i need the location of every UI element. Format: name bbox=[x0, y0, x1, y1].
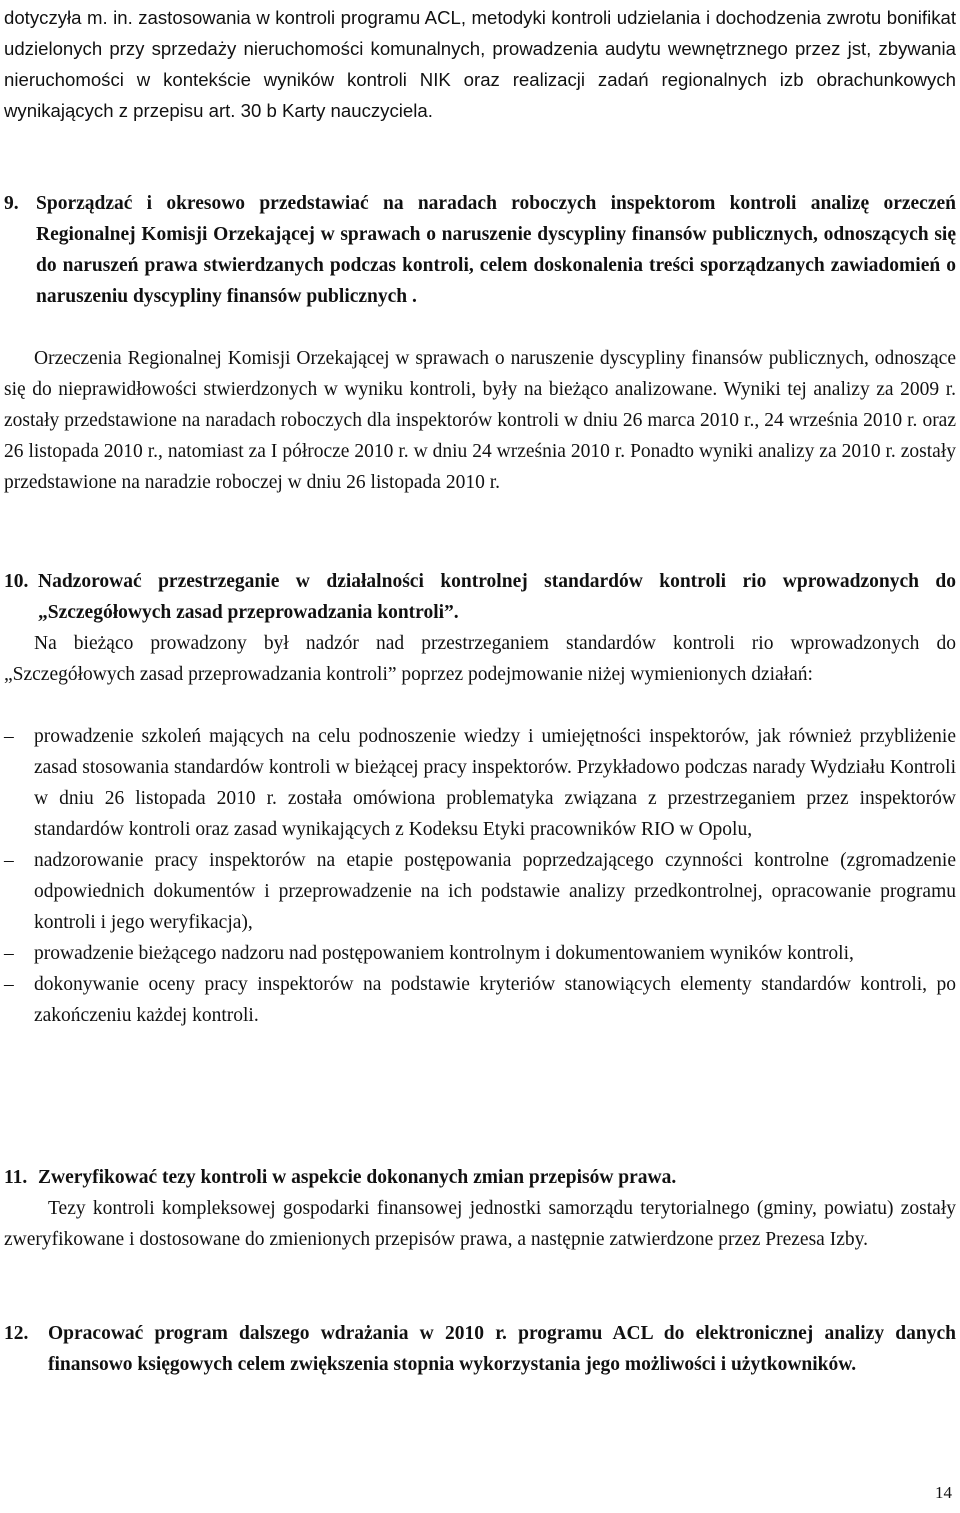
list-item bbox=[4, 938, 956, 969]
dash-marker: – bbox=[4, 726, 14, 747]
item-10-heading-text: Nadzorować przestrzeganie w działalności kontrolnej standardów kontroli rio wprowadzonych do „Szczegółowych zasad przeprowadzania kontroli”. bbox=[38, 571, 956, 623]
list-item-text: nadzorowanie pracy inspektorów na etapie postępowania poprzedzającego czynności kontrolne (zgromadzenie odpowiednich dokumentów i przeprowadzenie na ich podstawie analizy przedkontrolnej, opracowanie programu kontroli i jego weryfikacja), bbox=[34, 850, 956, 933]
list-item bbox=[4, 969, 956, 1031]
item-11-heading-text: Zweryfikować tezy kontroli w aspekcie dokonanych zmian przepisów prawa. bbox=[38, 1167, 677, 1188]
dash-marker: – bbox=[4, 974, 14, 995]
item-11-body: Tezy kontroli kompleksowej gospodarki finansowej jednostki samorządu terytorialnego (gminy, powiatu) zostały zweryfikowane i dostosowane do zmienionych przepisów prawa, a następnie zatwierdzone przez Prezesa Izby. bbox=[4, 1198, 956, 1250]
item-10-bullet-list bbox=[4, 721, 956, 1031]
intro-paragraph: dotyczyła m. in. zastosowania w kontroli programu ACL, metodyki kontroli udzielania i dochodzenia zwrotu bonifikat udzielonych przy sprzedaży nieruchomości komunalnych, prowadzenia audytu wewnętrznego przez jst, zbywania nieruchomości w kontekście wyników kontroli NIK oraz realizacji zadań regionalnych izb obrachunkowych wynikających z przepisu art. 30 b Karty nauczyciela. bbox=[4, 7, 956, 121]
page-number: 14 bbox=[935, 1483, 952, 1502]
list-item bbox=[4, 721, 956, 845]
item-12-heading bbox=[4, 1318, 956, 1380]
item-12-number: 12. bbox=[4, 1323, 29, 1344]
item-10-number: 10. bbox=[4, 571, 29, 592]
list-item-text: prowadzenie bieżącego nadzoru nad postępowaniem kontrolnym i dokumentowaniem wyników kontroli, bbox=[34, 943, 854, 964]
item-10-body: Na bieżąco prowadzony był nadzór nad przestrzeganiem standardów kontroli rio wprowadzonych do „Szczegółowych zasad przeprowadzania kontroli” poprzez podejmowanie niżej wymienionych działań: bbox=[4, 633, 956, 685]
item-11-number: 11. bbox=[4, 1167, 28, 1188]
item-10-heading bbox=[4, 566, 956, 628]
item-9-number: 9. bbox=[4, 193, 19, 214]
item-9-body: Orzeczenia Regionalnej Komisji Orzekającej w sprawach o naruszenie dyscypliny finansów publicznych, odnoszące się do nieprawidłowości stwierdzonych w wyniku kontroli, były na bieżąco analizowane. Wyniki tej analizy za 2009 r. zostały przedstawione na naradach roboczych dla inspektorów kontroli w dniu 26 marca 2010 r., 24 września 2010 r. oraz 26 listopada 2010 r., natomiast za I półrocze 2010 r. w dniu 24 września 2010 r. Ponadto wyniki analizy za 2010 r. zostały przedstawione na naradzie roboczej w dniu 26 listopada 2010 r. bbox=[4, 348, 956, 493]
list-item-text: prowadzenie szkoleń mających na celu podnoszenie wiedzy i umiejętności inspektorów, jak również przybliżenie zasad stosowania standardów kontroli w bieżącej pracy inspektorów. Przykładowo podczas narady Wydziału Kontroli w dniu 26 listopada 2010 r. została omówiona problematyka związana z przestrzeganiem przez inspektorów standardów kontroli oraz zasad wynikających z Kodeksu Etyki pracowników RIO w Opolu, bbox=[34, 726, 956, 840]
dash-marker: – bbox=[4, 943, 14, 964]
item-12-heading-text: Opracować program dalszego wdrażania w 2010 r. programu ACL do elektronicznej analizy danych finansowo księgowych celem zwiększenia stopnia wykorzystania jego możliwości i użytkowników. bbox=[48, 1323, 956, 1375]
list-item-text: dokonywanie oceny pracy inspektorów na podstawie kryteriów stanowiących elementy standardów kontroli, po zakończeniu każdej kontroli. bbox=[34, 974, 956, 1026]
item-9-heading-text: Sporządzać i okresowo przedstawiać na naradach roboczych inspektorom kontroli analizę orzeczeń Regionalnej Komisji Orzekającej w sprawach o naruszenie dyscypliny finansów publicznych, odnoszących się do naruszeń prawa stwierdzanych podczas kontroli, celem doskonalenia treści sporządzanych zawiadomień o naruszeniu dyscypliny finansów publicznych . bbox=[36, 193, 956, 307]
item-11-heading bbox=[4, 1162, 956, 1193]
list-item bbox=[4, 845, 956, 938]
dash-marker: – bbox=[4, 850, 14, 871]
item-9-heading bbox=[4, 188, 956, 312]
